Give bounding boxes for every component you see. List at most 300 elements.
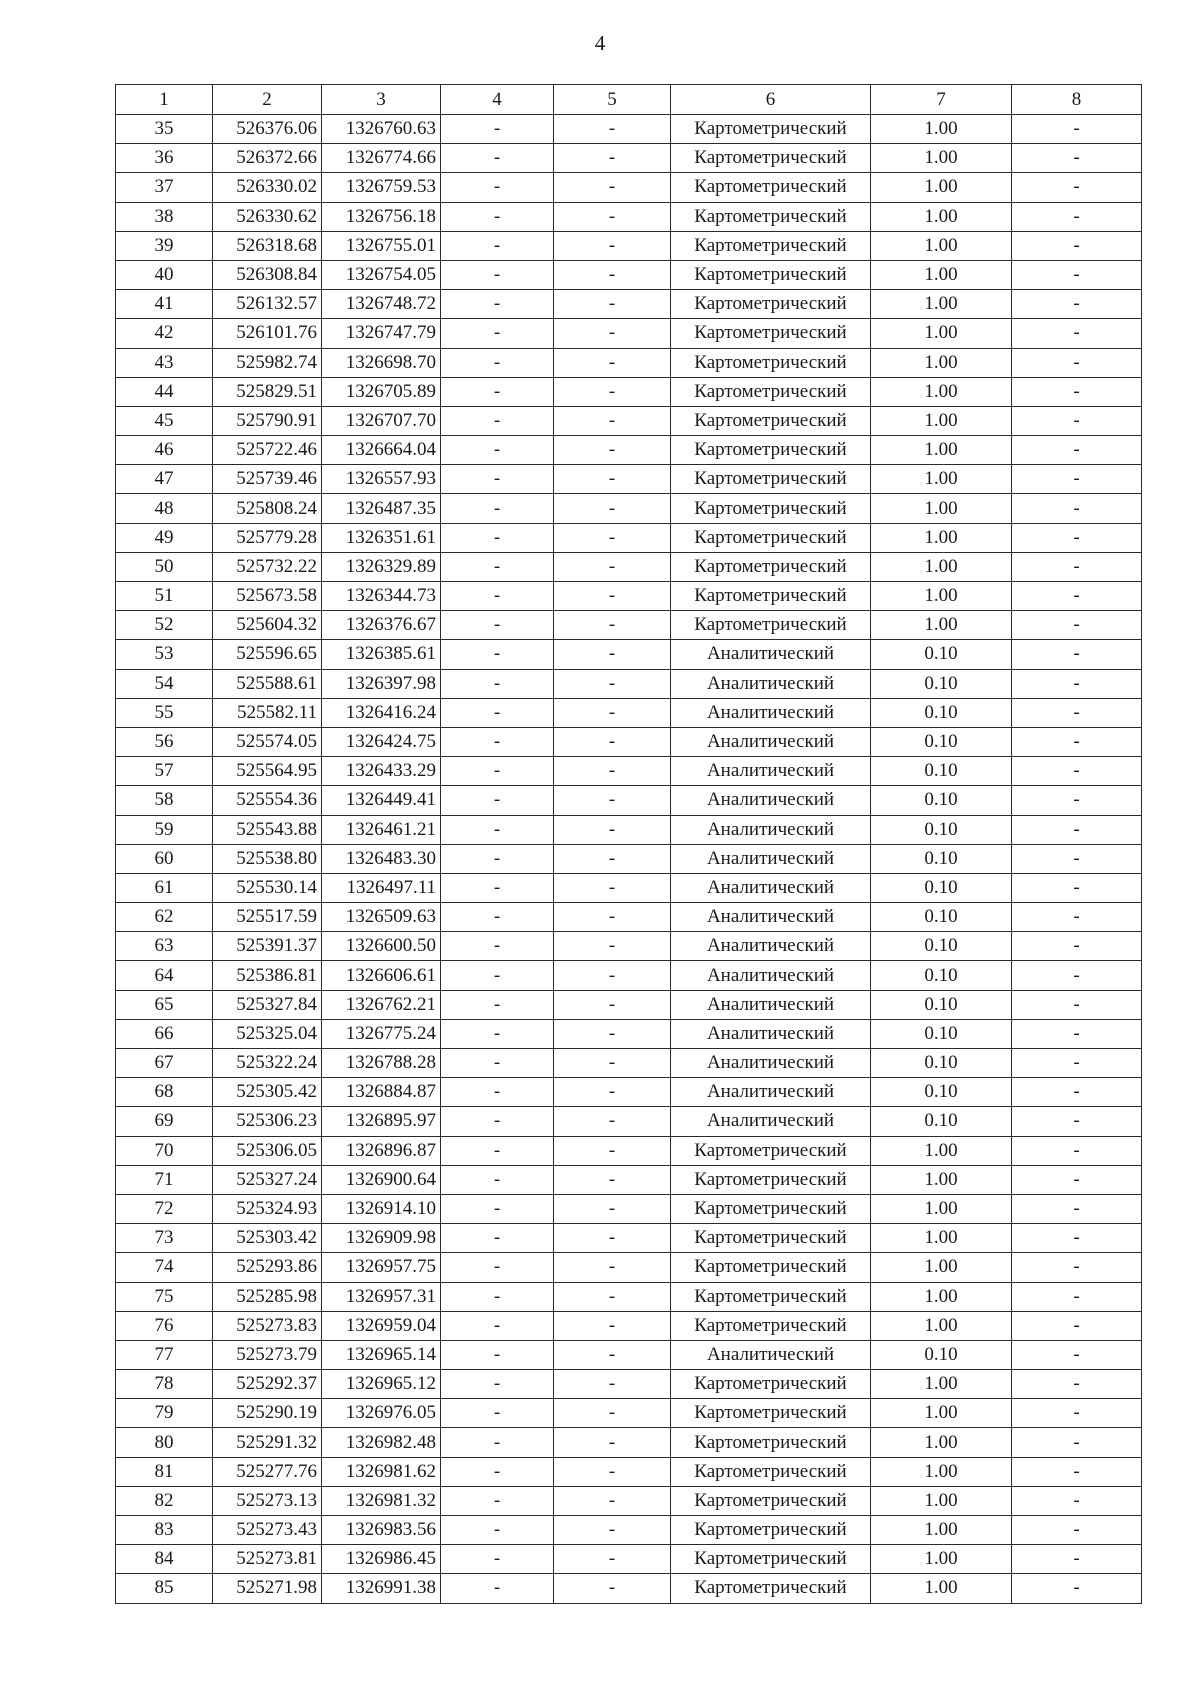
point-number-cell: 49 — [116, 523, 213, 552]
column-5-cell: - — [554, 1370, 671, 1399]
y-coordinate-cell: 1326965.12 — [322, 1370, 441, 1399]
method-cell: Картометрический — [671, 231, 871, 260]
table-row — [116, 1049, 1142, 1078]
point-number-cell: 46 — [116, 436, 213, 465]
point-number-cell: 57 — [116, 757, 213, 786]
x-coordinate-cell: 525285.98 — [213, 1282, 322, 1311]
column-8-cell: - — [1012, 1516, 1142, 1545]
point-number-cell: 82 — [116, 1486, 213, 1515]
method-cell: Аналитический — [671, 727, 871, 756]
column-5-cell: - — [554, 1545, 671, 1574]
column-5-cell: - — [554, 582, 671, 611]
x-coordinate-cell: 525391.37 — [213, 932, 322, 961]
accuracy-cell: 1.00 — [871, 1486, 1012, 1515]
column-5-cell: - — [554, 1486, 671, 1515]
point-number-cell: 47 — [116, 465, 213, 494]
accuracy-cell: 1.00 — [871, 319, 1012, 348]
x-coordinate-cell: 525273.79 — [213, 1340, 322, 1369]
column-8-cell: - — [1012, 932, 1142, 961]
accuracy-cell: 1.00 — [871, 1399, 1012, 1428]
point-number-cell: 40 — [116, 260, 213, 289]
column-4-cell: - — [441, 757, 554, 786]
point-number-cell: 60 — [116, 844, 213, 873]
column-8-cell: - — [1012, 173, 1142, 202]
accuracy-cell: 1.00 — [871, 1457, 1012, 1486]
column-4-cell: - — [441, 494, 554, 523]
column-5-cell: - — [554, 231, 671, 260]
column-4-cell: - — [441, 173, 554, 202]
table-row — [116, 640, 1142, 669]
accuracy-cell: 0.10 — [871, 932, 1012, 961]
point-number-cell: 70 — [116, 1136, 213, 1165]
method-cell: Картометрический — [671, 1194, 871, 1223]
method-cell: Картометрический — [671, 1516, 871, 1545]
column-4-cell: - — [441, 1078, 554, 1107]
header-cell: 7 — [871, 85, 1012, 115]
accuracy-cell: 1.00 — [871, 494, 1012, 523]
accuracy-cell: 1.00 — [871, 202, 1012, 231]
column-5-cell: - — [554, 873, 671, 902]
point-number-cell: 62 — [116, 903, 213, 932]
accuracy-cell: 0.10 — [871, 815, 1012, 844]
x-coordinate-cell: 525386.81 — [213, 961, 322, 990]
accuracy-cell: 1.00 — [871, 1282, 1012, 1311]
accuracy-cell: 0.10 — [871, 727, 1012, 756]
method-cell: Картометрический — [671, 1165, 871, 1194]
point-number-cell: 79 — [116, 1399, 213, 1428]
method-cell: Аналитический — [671, 1107, 871, 1136]
method-cell: Картометрический — [671, 465, 871, 494]
point-number-cell: 61 — [116, 873, 213, 902]
accuracy-cell: 0.10 — [871, 1107, 1012, 1136]
column-8-cell: - — [1012, 961, 1142, 990]
accuracy-cell: 1.00 — [871, 406, 1012, 435]
table-row — [116, 231, 1142, 260]
table-row — [116, 1224, 1142, 1253]
accuracy-cell: 1.00 — [871, 1224, 1012, 1253]
column-5-cell: - — [554, 1516, 671, 1545]
header-cell: 6 — [671, 85, 871, 115]
column-5-cell: - — [554, 757, 671, 786]
column-8-cell: - — [1012, 202, 1142, 231]
table-row — [116, 582, 1142, 611]
accuracy-cell: 1.00 — [871, 1311, 1012, 1340]
point-number-cell: 85 — [116, 1574, 213, 1603]
table-row — [116, 494, 1142, 523]
column-4-cell: - — [441, 144, 554, 173]
table-row — [116, 815, 1142, 844]
table-row — [116, 552, 1142, 581]
y-coordinate-cell: 1326981.62 — [322, 1457, 441, 1486]
x-coordinate-cell: 525829.51 — [213, 377, 322, 406]
x-coordinate-cell: 525982.74 — [213, 348, 322, 377]
table-row — [116, 1399, 1142, 1428]
accuracy-cell: 0.10 — [871, 786, 1012, 815]
y-coordinate-cell: 1326747.79 — [322, 319, 441, 348]
accuracy-cell: 0.10 — [871, 990, 1012, 1019]
table-row — [116, 903, 1142, 932]
y-coordinate-cell: 1326760.63 — [322, 115, 441, 144]
accuracy-cell: 1.00 — [871, 552, 1012, 581]
y-coordinate-cell: 1326982.48 — [322, 1428, 441, 1457]
x-coordinate-cell: 525564.95 — [213, 757, 322, 786]
method-cell: Картометрический — [671, 494, 871, 523]
point-number-cell: 53 — [116, 640, 213, 669]
method-cell: Картометрический — [671, 1253, 871, 1282]
y-coordinate-cell: 1326754.05 — [322, 260, 441, 289]
column-8-cell: - — [1012, 1545, 1142, 1574]
y-coordinate-cell: 1326351.61 — [322, 523, 441, 552]
point-number-cell: 59 — [116, 815, 213, 844]
header-cell: 5 — [554, 85, 671, 115]
method-cell: Картометрический — [671, 1399, 871, 1428]
table-row — [116, 1311, 1142, 1340]
point-number-cell: 75 — [116, 1282, 213, 1311]
method-cell: Аналитический — [671, 932, 871, 961]
x-coordinate-cell: 525790.91 — [213, 406, 322, 435]
column-4-cell: - — [441, 961, 554, 990]
method-cell: Картометрический — [671, 260, 871, 289]
x-coordinate-cell: 525596.65 — [213, 640, 322, 669]
column-8-cell: - — [1012, 406, 1142, 435]
y-coordinate-cell: 1326461.21 — [322, 815, 441, 844]
table-row — [116, 786, 1142, 815]
column-5-cell: - — [554, 144, 671, 173]
table-body — [116, 85, 1142, 1604]
column-4-cell: - — [441, 465, 554, 494]
column-5-cell: - — [554, 406, 671, 435]
x-coordinate-cell: 526330.02 — [213, 173, 322, 202]
header-cell: 3 — [322, 85, 441, 115]
table-row — [116, 1574, 1142, 1603]
point-number-cell: 48 — [116, 494, 213, 523]
accuracy-cell: 1.00 — [871, 260, 1012, 289]
column-5-cell: - — [554, 523, 671, 552]
column-5-cell: - — [554, 1194, 671, 1223]
point-number-cell: 76 — [116, 1311, 213, 1340]
column-5-cell: - — [554, 698, 671, 727]
x-coordinate-cell: 525779.28 — [213, 523, 322, 552]
column-5-cell: - — [554, 1136, 671, 1165]
column-8-cell: - — [1012, 582, 1142, 611]
column-5-cell: - — [554, 1311, 671, 1340]
x-coordinate-cell: 525325.04 — [213, 1019, 322, 1048]
column-5-cell: - — [554, 465, 671, 494]
x-coordinate-cell: 525604.32 — [213, 611, 322, 640]
column-4-cell: - — [441, 1253, 554, 1282]
y-coordinate-cell: 1326509.63 — [322, 903, 441, 932]
column-4-cell: - — [441, 1107, 554, 1136]
column-8-cell: - — [1012, 1107, 1142, 1136]
point-number-cell: 50 — [116, 552, 213, 581]
column-8-cell: - — [1012, 436, 1142, 465]
y-coordinate-cell: 1326986.45 — [322, 1545, 441, 1574]
column-8-cell: - — [1012, 1136, 1142, 1165]
method-cell: Картометрический — [671, 1224, 871, 1253]
table-row — [116, 669, 1142, 698]
column-4-cell: - — [441, 1545, 554, 1574]
y-coordinate-cell: 1326385.61 — [322, 640, 441, 669]
column-5-cell: - — [554, 552, 671, 581]
accuracy-cell: 1.00 — [871, 144, 1012, 173]
y-coordinate-cell: 1326606.61 — [322, 961, 441, 990]
y-coordinate-cell: 1326959.04 — [322, 1311, 441, 1340]
y-coordinate-cell: 1326557.93 — [322, 465, 441, 494]
x-coordinate-cell: 526376.06 — [213, 115, 322, 144]
y-coordinate-cell: 1326416.24 — [322, 698, 441, 727]
method-cell: Аналитический — [671, 757, 871, 786]
table-row — [116, 406, 1142, 435]
x-coordinate-cell: 525292.37 — [213, 1370, 322, 1399]
column-5-cell: - — [554, 961, 671, 990]
column-5-cell: - — [554, 844, 671, 873]
column-4-cell: - — [441, 669, 554, 698]
method-cell: Картометрический — [671, 115, 871, 144]
table-row — [116, 436, 1142, 465]
x-coordinate-cell: 525327.24 — [213, 1165, 322, 1194]
point-number-cell: 51 — [116, 582, 213, 611]
column-8-cell: - — [1012, 231, 1142, 260]
column-8-cell: - — [1012, 1399, 1142, 1428]
y-coordinate-cell: 1326707.70 — [322, 406, 441, 435]
x-coordinate-cell: 525582.11 — [213, 698, 322, 727]
accuracy-cell: 1.00 — [871, 115, 1012, 144]
column-5-cell: - — [554, 1078, 671, 1107]
column-8-cell: - — [1012, 1253, 1142, 1282]
column-4-cell: - — [441, 1428, 554, 1457]
y-coordinate-cell: 1326884.87 — [322, 1078, 441, 1107]
y-coordinate-cell: 1326376.67 — [322, 611, 441, 640]
column-8-cell: - — [1012, 1224, 1142, 1253]
point-number-cell: 64 — [116, 961, 213, 990]
table-row — [116, 757, 1142, 786]
point-number-cell: 55 — [116, 698, 213, 727]
column-5-cell: - — [554, 1107, 671, 1136]
column-4-cell: - — [441, 1311, 554, 1340]
header-cell: 2 — [213, 85, 322, 115]
accuracy-cell: 1.00 — [871, 1574, 1012, 1603]
method-cell: Картометрический — [671, 348, 871, 377]
column-8-cell: - — [1012, 669, 1142, 698]
y-coordinate-cell: 1326344.73 — [322, 582, 441, 611]
table-row — [116, 611, 1142, 640]
accuracy-cell: 1.00 — [871, 1165, 1012, 1194]
column-5-cell: - — [554, 1574, 671, 1603]
method-cell: Картометрический — [671, 319, 871, 348]
y-coordinate-cell: 1326981.32 — [322, 1486, 441, 1515]
column-4-cell: - — [441, 1574, 554, 1603]
accuracy-cell: 0.10 — [871, 873, 1012, 902]
column-4-cell: - — [441, 1457, 554, 1486]
x-coordinate-cell: 525303.42 — [213, 1224, 322, 1253]
column-8-cell: - — [1012, 1311, 1142, 1340]
table-row — [116, 1107, 1142, 1136]
column-4-cell: - — [441, 115, 554, 144]
table-row — [116, 348, 1142, 377]
y-coordinate-cell: 1326788.28 — [322, 1049, 441, 1078]
y-coordinate-cell: 1326449.41 — [322, 786, 441, 815]
column-5-cell: - — [554, 786, 671, 815]
column-8-cell: - — [1012, 757, 1142, 786]
method-cell: Аналитический — [671, 844, 871, 873]
column-4-cell: - — [441, 873, 554, 902]
point-number-cell: 66 — [116, 1019, 213, 1048]
column-4-cell: - — [441, 1516, 554, 1545]
column-5-cell: - — [554, 1165, 671, 1194]
table-row — [116, 1078, 1142, 1107]
accuracy-cell: 1.00 — [871, 436, 1012, 465]
column-5-cell: - — [554, 202, 671, 231]
x-coordinate-cell: 525574.05 — [213, 727, 322, 756]
table-row — [116, 1428, 1142, 1457]
column-4-cell: - — [441, 319, 554, 348]
point-number-cell: 52 — [116, 611, 213, 640]
table-row — [116, 144, 1142, 173]
x-coordinate-cell: 526308.84 — [213, 260, 322, 289]
column-5-cell: - — [554, 260, 671, 289]
table-row — [116, 961, 1142, 990]
accuracy-cell: 1.00 — [871, 1516, 1012, 1545]
y-coordinate-cell: 1326965.14 — [322, 1340, 441, 1369]
y-coordinate-cell: 1326600.50 — [322, 932, 441, 961]
x-coordinate-cell: 525517.59 — [213, 903, 322, 932]
point-number-cell: 43 — [116, 348, 213, 377]
column-4-cell: - — [441, 1370, 554, 1399]
x-coordinate-cell: 525543.88 — [213, 815, 322, 844]
point-number-cell: 81 — [116, 1457, 213, 1486]
accuracy-cell: 1.00 — [871, 290, 1012, 319]
point-number-cell: 37 — [116, 173, 213, 202]
column-5-cell: - — [554, 990, 671, 1019]
column-4-cell: - — [441, 290, 554, 319]
column-4-cell: - — [441, 1282, 554, 1311]
column-8-cell: - — [1012, 1428, 1142, 1457]
y-coordinate-cell: 1326748.72 — [322, 290, 441, 319]
point-number-cell: 83 — [116, 1516, 213, 1545]
accuracy-cell: 1.00 — [871, 1428, 1012, 1457]
accuracy-cell: 1.00 — [871, 1194, 1012, 1223]
column-8-cell: - — [1012, 1370, 1142, 1399]
column-5-cell: - — [554, 319, 671, 348]
y-coordinate-cell: 1326900.64 — [322, 1165, 441, 1194]
column-8-cell: - — [1012, 115, 1142, 144]
column-5-cell: - — [554, 290, 671, 319]
accuracy-cell: 1.00 — [871, 1136, 1012, 1165]
column-8-cell: - — [1012, 1486, 1142, 1515]
point-number-cell: 63 — [116, 932, 213, 961]
x-coordinate-cell: 525588.61 — [213, 669, 322, 698]
point-number-cell: 58 — [116, 786, 213, 815]
column-4-cell: - — [441, 786, 554, 815]
y-coordinate-cell: 1326775.24 — [322, 1019, 441, 1048]
method-cell: Картометрический — [671, 377, 871, 406]
column-4-cell: - — [441, 1049, 554, 1078]
header-cell: 1 — [116, 85, 213, 115]
column-8-cell: - — [1012, 844, 1142, 873]
method-cell: Картометрический — [671, 1457, 871, 1486]
accuracy-cell: 0.10 — [871, 844, 1012, 873]
y-coordinate-cell: 1326397.98 — [322, 669, 441, 698]
column-5-cell: - — [554, 1049, 671, 1078]
column-5-cell: - — [554, 1428, 671, 1457]
header-cell: 4 — [441, 85, 554, 115]
accuracy-cell: 0.10 — [871, 640, 1012, 669]
y-coordinate-cell: 1326983.56 — [322, 1516, 441, 1545]
accuracy-cell: 1.00 — [871, 465, 1012, 494]
point-number-cell: 72 — [116, 1194, 213, 1223]
column-5-cell: - — [554, 903, 671, 932]
column-8-cell: - — [1012, 1340, 1142, 1369]
point-number-cell: 71 — [116, 1165, 213, 1194]
column-4-cell: - — [441, 1486, 554, 1515]
column-4-cell: - — [441, 1019, 554, 1048]
point-number-cell: 42 — [116, 319, 213, 348]
y-coordinate-cell: 1326705.89 — [322, 377, 441, 406]
table-row — [116, 932, 1142, 961]
x-coordinate-cell: 525530.14 — [213, 873, 322, 902]
column-8-cell: - — [1012, 1574, 1142, 1603]
column-8-cell: - — [1012, 1049, 1142, 1078]
table-row — [116, 1165, 1142, 1194]
x-coordinate-cell: 525277.76 — [213, 1457, 322, 1486]
table-row — [116, 1282, 1142, 1311]
point-number-cell: 73 — [116, 1224, 213, 1253]
x-coordinate-cell: 526318.68 — [213, 231, 322, 260]
y-coordinate-cell: 1326991.38 — [322, 1574, 441, 1603]
x-coordinate-cell: 526372.66 — [213, 144, 322, 173]
y-coordinate-cell: 1326957.31 — [322, 1282, 441, 1311]
column-8-cell: - — [1012, 552, 1142, 581]
point-number-cell: 84 — [116, 1545, 213, 1574]
method-cell: Аналитический — [671, 640, 871, 669]
column-5-cell: - — [554, 1019, 671, 1048]
column-4-cell: - — [441, 202, 554, 231]
point-number-cell: 38 — [116, 202, 213, 231]
table-row — [116, 115, 1142, 144]
method-cell: Картометрический — [671, 1574, 871, 1603]
column-5-cell: - — [554, 173, 671, 202]
column-4-cell: - — [441, 727, 554, 756]
accuracy-cell: 1.00 — [871, 611, 1012, 640]
x-coordinate-cell: 525273.83 — [213, 1311, 322, 1340]
x-coordinate-cell: 525273.13 — [213, 1486, 322, 1515]
y-coordinate-cell: 1326896.87 — [322, 1136, 441, 1165]
method-cell: Картометрический — [671, 290, 871, 319]
point-number-cell: 80 — [116, 1428, 213, 1457]
x-coordinate-cell: 525305.42 — [213, 1078, 322, 1107]
column-4-cell: - — [441, 552, 554, 581]
table-header-row — [116, 85, 1142, 115]
x-coordinate-cell: 525306.05 — [213, 1136, 322, 1165]
column-8-cell: - — [1012, 348, 1142, 377]
accuracy-cell: 0.10 — [871, 757, 1012, 786]
table-row — [116, 1019, 1142, 1048]
y-coordinate-cell: 1326762.21 — [322, 990, 441, 1019]
method-cell: Аналитический — [671, 1078, 871, 1107]
column-5-cell: - — [554, 1282, 671, 1311]
column-8-cell: - — [1012, 640, 1142, 669]
y-coordinate-cell: 1326698.70 — [322, 348, 441, 377]
table-row — [116, 1136, 1142, 1165]
column-4-cell: - — [441, 1399, 554, 1428]
page-number: 4 — [594, 31, 606, 55]
y-coordinate-cell: 1326433.29 — [322, 757, 441, 786]
method-cell: Картометрический — [671, 406, 871, 435]
y-coordinate-cell: 1326909.98 — [322, 1224, 441, 1253]
x-coordinate-cell: 525673.58 — [213, 582, 322, 611]
x-coordinate-cell: 525322.24 — [213, 1049, 322, 1078]
accuracy-cell: 1.00 — [871, 1253, 1012, 1282]
